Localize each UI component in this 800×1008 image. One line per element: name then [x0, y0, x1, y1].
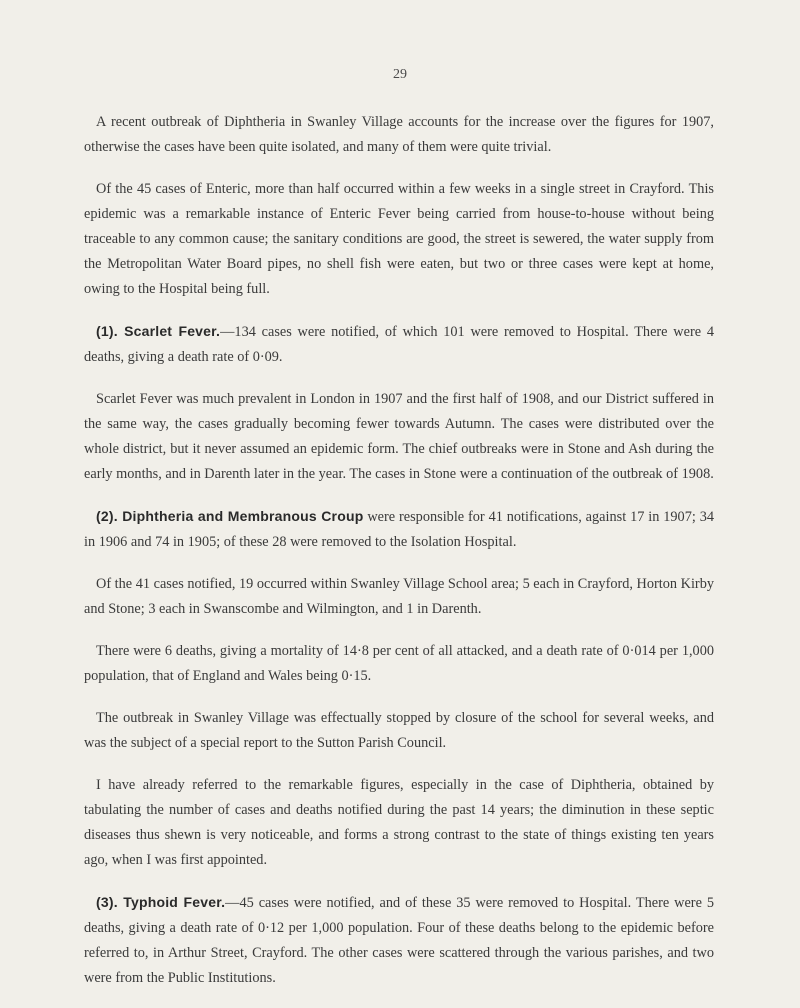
paragraph-diphtheria-outbreak	[84, 110, 714, 160]
paragraph-text: The outbreak in Swanley Village was effectually stopped by closure of the school for several weeks, and was the subject of a special report to the Sutton Parish Council.	[84, 710, 714, 751]
paragraph-remarkable-figures	[84, 773, 714, 873]
page-number: 29	[393, 67, 407, 82]
paragraph-diphtheria-deaths	[84, 639, 714, 689]
section-diphtheria	[84, 504, 714, 555]
paragraph-text: A recent outbreak of Diphtheria in Swanley Village accounts for the increase over the figures for 1907, otherwise the cases have been quite isolated, and many of them were quite trivial.	[84, 114, 714, 155]
paragraph-enteric-cases	[84, 177, 714, 302]
section-scarlet-fever	[84, 319, 714, 370]
section-heading: (2). Diphtheria and Membranous Croup	[96, 508, 364, 524]
paragraph-text: —45 cases were notified, and of these 35 were removed to Hospital. There were 5 deaths, giving a death rate of 0·12 per 1,000 population. Four of these deaths belong to the epidemic before referred to, in Arthur Street, Crayford. The other cases were scattered through the various parishes, and two were from the Public Institutions.	[84, 895, 714, 986]
paragraph-text: Of the 45 cases of Enteric, more than half occurred within a few weeks in a single street in Crayford. This epidemic was a remarkable instance of Enteric Fever being carried from house-to-house without being traceable to any common cause; the sanitary conditions are good, the street is sewered, the water supply from the Metropolitan Water Board pipes, no shell fish were eaten, but two or three cases were kept at home, owing to the Hospital being full.	[84, 181, 714, 297]
section-heading: (3). Typhoid Fever.	[96, 894, 226, 910]
paragraph-text: There were 6 deaths, giving a mortality of 14·8 per cent of all attacked, and a death rate of 0·014 per 1,000 population, that of England and Wales being 0·15.	[84, 643, 714, 684]
paragraph-text: I have already referred to the remarkable figures, especially in the case of Diphtheria, obtained by tabulating the number of cases and deaths notified during the past 14 years; the diminution in these septic diseases thus shewn is very noticeable, and forms a strong contrast to the state of things existing ten years ago, when I was first appointed.	[84, 777, 714, 868]
paragraph-text: —134 cases were notified, of which 101 were removed to Hospital. There were 4 deaths, giving a death rate of 0·09.	[84, 324, 714, 365]
paragraph-swanley-outbreak	[84, 706, 714, 756]
paragraph-scarlet-fever-prevalence	[84, 387, 714, 487]
paragraph-text: Scarlet Fever was much prevalent in London in 1907 and the first half of 1908, and our District suffered in the same way, the cases gradually becoming fewer towards Autumn. The cases were distributed over the whole district, but it never assumed an epidemic form. The chief outbreaks were in Stone and Ash during the early months, and in Darenth later in the year. The cases in Stone were a continuation of the outbreak of 1908.	[84, 391, 714, 482]
paragraph-text: Of the 41 cases notified, 19 occurred within Swanley Village School area; 5 each in Crayford, Horton Kirby and Stone; 3 each in Swanscombe and Wilmington, and 1 in Darenth.	[84, 576, 714, 617]
paragraph-text: were responsible for 41 notifications, against 17 in 1907; 34 in 1906 and 74 in 1905; of these 28 were removed to the Isolation Hospital.	[84, 509, 714, 550]
section-heading: (1). Scarlet Fever.	[96, 323, 221, 339]
paragraph-diphtheria-cases	[84, 572, 714, 622]
document-body	[84, 110, 714, 1008]
section-typhoid-fever	[84, 890, 714, 991]
